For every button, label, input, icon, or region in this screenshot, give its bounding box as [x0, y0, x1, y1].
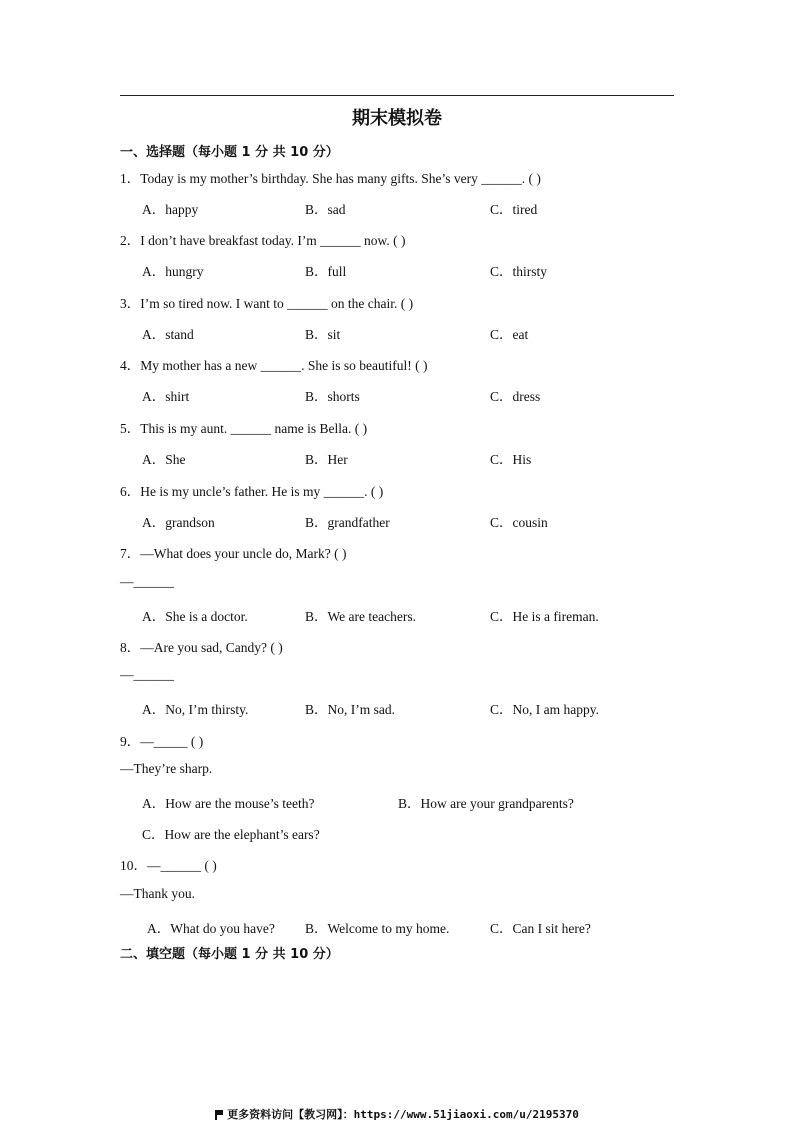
section-heading-fill: 二、填空题（每小题 1 分 共 10 分） — [120, 947, 339, 962]
q10-reply: —Thank you. — [120, 886, 195, 901]
q3-option-b: B．sit — [305, 327, 341, 342]
q3-option-a: A．stand — [142, 327, 194, 342]
q6-option-a: A．grandson — [142, 515, 215, 530]
q8-option-a: A．No, I’m thirsty. — [142, 702, 249, 717]
q10-option-b: B．Welcome to my home. — [305, 921, 450, 936]
q4-option-b: B．shorts — [305, 389, 360, 404]
q10-option-c: C．Can I sit here? — [490, 921, 591, 936]
q2-option-c: C．thirsty — [490, 264, 548, 279]
q9-reply: —They’re sharp. — [120, 761, 213, 776]
q7-option-a: A．She is a doctor. — [142, 609, 248, 624]
flag-icon — [215, 1110, 223, 1119]
question-10: 10．—______ ( ) — [120, 858, 217, 873]
question-6: 6．He is my uncle’s father. He is my ______. ( ) — [120, 484, 384, 499]
q3-option-c: C．eat — [490, 327, 529, 342]
q1-option-b: B．sad — [305, 202, 346, 217]
question-3: 3．I’m so tired now. I want to ______ on the chair. ( ) — [120, 296, 414, 311]
q1-option-a: A．happy — [142, 202, 199, 217]
q6-option-b: B．grandfather — [305, 515, 390, 530]
question-8: 8．—Are you sad, Candy? ( ) — [120, 640, 283, 655]
q6-option-c: C．cousin — [490, 515, 548, 530]
q5-option-a: A．She — [142, 452, 186, 467]
q9-option-c: C．How are the elephant’s ears? — [142, 827, 320, 842]
q5-option-b: B．Her — [305, 452, 348, 467]
question-9: 9．—_____ ( ) — [120, 734, 204, 749]
q9-option-b: B．How are your grandparents? — [398, 796, 574, 811]
q7-reply: —______ — [120, 574, 174, 589]
q4-option-a: A．shirt — [142, 389, 190, 404]
q7-option-b: B．We are teachers. — [305, 609, 416, 624]
header-rule — [120, 95, 674, 96]
question-5: 5．This is my aunt. ______ name is Bella. ( ) — [120, 421, 368, 436]
question-2: 2．I don’t have breakfast today. I’m ______ now. ( ) — [120, 233, 406, 248]
q5-option-c: C．His — [490, 452, 532, 467]
q8-option-b: B．No, I’m sad. — [305, 702, 395, 717]
footer-link[interactable] — [0, 1106, 794, 1122]
section-heading-choice: 一、选择题（每小题 1 分 共 10 分） — [120, 145, 339, 160]
footer-text: 更多资料访问【教习网】：https://www.51jiaoxi.com/u/2195370 — [227, 1108, 579, 1121]
q4-option-c: C．dress — [490, 389, 541, 404]
question-7: 7．—What does your uncle do, Mark? ( ) — [120, 546, 347, 561]
q8-reply: —______ — [120, 667, 174, 682]
q2-option-b: B．full — [305, 264, 347, 279]
page-title: 期末模拟卷 — [352, 108, 442, 129]
q9-option-a: A．How are the mouse’s teeth? — [142, 796, 315, 811]
question-1: 1．Today is my mother’s birthday. She has many gifts. She’s very ______. ( ) — [120, 171, 541, 186]
q8-option-c: C．No, I am happy. — [490, 702, 599, 717]
question-4: 4．My mother has a new ______. She is so beautiful! ( ) — [120, 358, 428, 373]
q2-option-a: A．hungry — [142, 264, 204, 279]
q10-option-a: A．What do you have? — [147, 921, 275, 936]
q7-option-c: C．He is a fireman. — [490, 609, 599, 624]
q1-option-c: C．tired — [490, 202, 538, 217]
